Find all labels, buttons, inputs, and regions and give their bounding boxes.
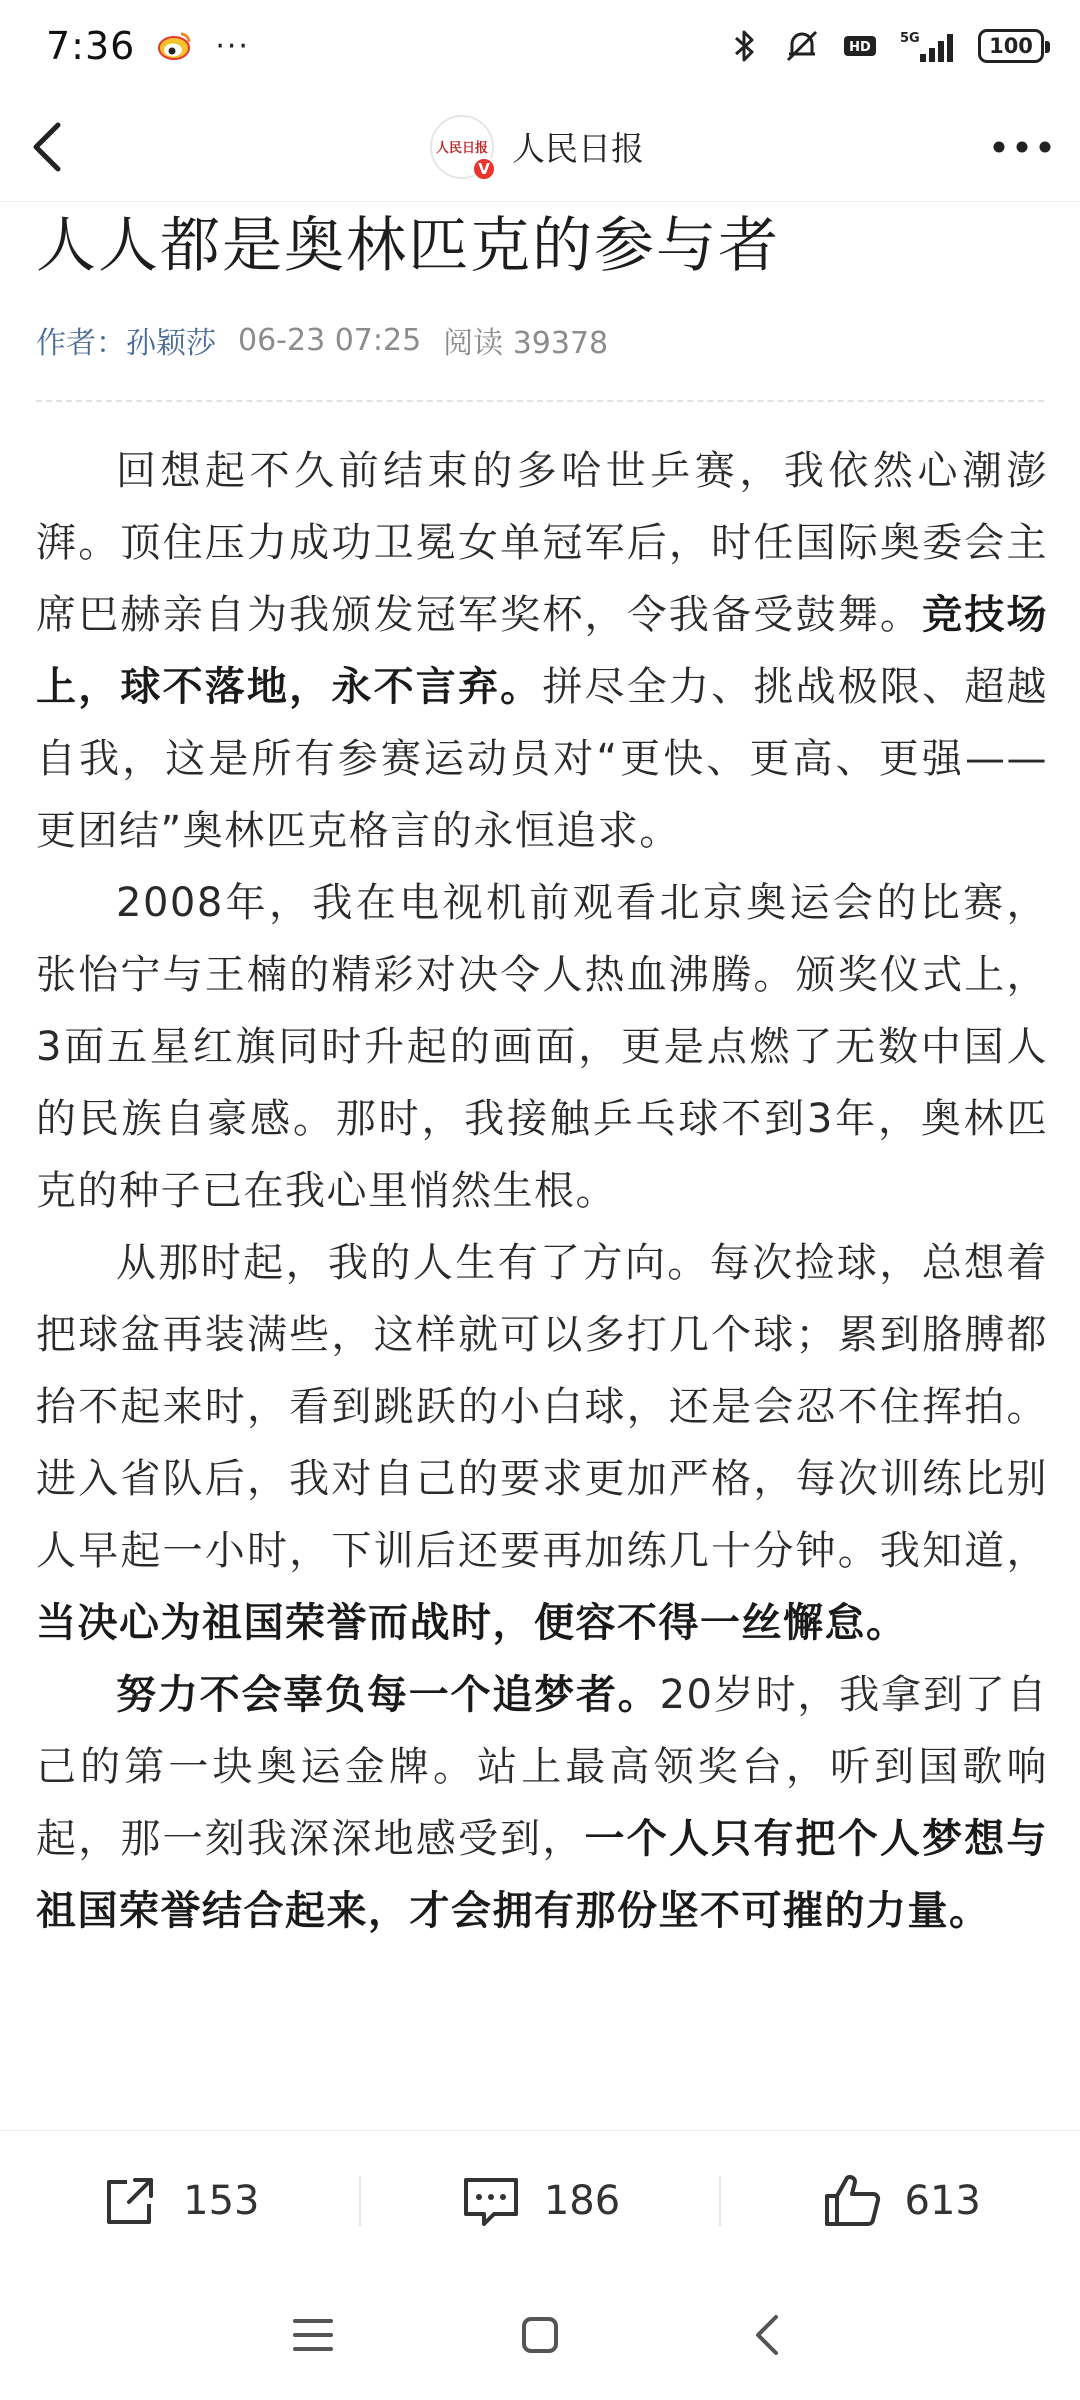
verified-badge: V xyxy=(472,157,496,181)
battery-indicator: 100 xyxy=(978,29,1044,63)
like-count: 613 xyxy=(904,2177,981,2224)
author-name[interactable]: 孙颖莎 xyxy=(126,326,216,361)
action-bar xyxy=(0,2130,1080,2270)
share-button[interactable] xyxy=(0,2171,359,2231)
author[interactable] xyxy=(36,318,216,362)
system-back-button[interactable] xyxy=(737,2305,797,2365)
account-header[interactable] xyxy=(430,115,644,179)
article-paragraph xyxy=(36,435,1048,867)
comment-button[interactable] xyxy=(361,2171,720,2231)
emphasis-text: 一个人只有把个人梦想与祖国荣誉结合起来，才会拥有那份坚不可摧的力量。 xyxy=(36,1816,1049,1934)
more-dots-icon xyxy=(992,140,1052,154)
paragraph-text: 从那时起，我的人生有了方向。每次捡球，总想着把球盆再装满些，这样就可以多打几个球；累到胳膊都抬不起来时，看到跳跃的小白球，还是会忍不住挥拍。进入省队后，我对自己的要求更加严格，每次训练比别人早起一小时，下训后还要再加练几十分钟。我知道， xyxy=(36,1240,1048,1574)
system-nav-bar xyxy=(0,2270,1080,2400)
author-label: 作者： xyxy=(36,326,126,361)
svg-text:HD: HD xyxy=(849,40,871,55)
emphasis-text: 努力不会辜负每一个追梦者。 xyxy=(116,1672,660,1718)
avatar-logo-text: 人民日报 xyxy=(435,141,488,156)
menu-icon xyxy=(291,2315,335,2355)
home-button[interactable] xyxy=(510,2305,570,2365)
more-button[interactable] xyxy=(992,127,1052,167)
paragraph-text: 2008年，我在电视机前观看北京奥运会的比赛，张怡宁与王楠的精彩对决令人热血沸腾。颁奖仪式上，3面五星红旗同时升起的画面，更是点燃了无数中国人的民族自豪感。那时，我接触乒乓球不到3年，奥林匹克的种子已在我心里悄然生根。 xyxy=(36,880,1048,1214)
home-square-icon xyxy=(520,2315,560,2355)
svg-text:5G: 5G xyxy=(900,31,920,46)
article-body xyxy=(36,435,1048,1947)
bluetooth-icon xyxy=(724,26,764,66)
article-paragraph xyxy=(36,1227,1048,1659)
like-button[interactable] xyxy=(721,2171,1080,2231)
account-name[interactable]: 人民日报 xyxy=(512,129,644,168)
nav-bar xyxy=(0,92,1080,202)
menu-button[interactable] xyxy=(283,2305,343,2365)
article-paragraph xyxy=(36,1659,1048,1947)
paragraph-text: 回想起不久前结束的多哈世乒赛，我依然心潮澎湃。顶住压力成功卫冕女单冠军后，时任国际奥委会主席巴赫亲自为我颁发冠军奖杯，令我备受鼓舞。 xyxy=(36,448,1048,638)
share-icon xyxy=(99,2170,161,2232)
thumbs-up-icon xyxy=(821,2170,883,2232)
paragraph-text: 拼尽全力、挑战极限、超越自我，这是所有参赛运动员对“更快、更高、更强——更团结”奥林匹克格言的永恒追求。 xyxy=(36,664,1049,854)
weibo-icon xyxy=(155,26,195,66)
status-time: 7:36 xyxy=(46,24,136,68)
avatar[interactable] xyxy=(430,115,494,179)
status-left xyxy=(46,24,250,68)
status-bar xyxy=(0,0,1080,92)
back-button[interactable] xyxy=(28,117,78,177)
emphasis-text: 竞技场上，球不落地，永不言弃。 xyxy=(36,592,1049,710)
status-right xyxy=(724,26,1044,66)
article-title: 人人都是奥林匹克的参与者 xyxy=(36,211,780,281)
signal-5g-icon xyxy=(898,26,960,66)
share-count: 153 xyxy=(183,2177,260,2224)
paragraph-text: 20岁时，我拿到了自己的第一块奥运金牌。站上最高领奖台，听到国歌响起，那一刻我深深地感受到， xyxy=(36,1672,1049,1862)
article-paragraph xyxy=(36,867,1048,1227)
mute-bell-icon xyxy=(782,26,822,66)
system-back-icon xyxy=(752,2313,782,2357)
comment-icon xyxy=(460,2170,522,2232)
meta-divider xyxy=(36,400,1044,402)
hd-icon xyxy=(840,26,880,66)
article-meta xyxy=(36,318,608,362)
status-more-dots: ··· xyxy=(215,28,250,64)
comment-count: 186 xyxy=(543,2177,621,2224)
emphasis-text: 当决心为祖国荣誉而战时，便容不得一丝懈怠。 xyxy=(36,1600,908,1646)
publish-datetime: 06-23 07:25 xyxy=(238,322,422,358)
back-arrow-icon xyxy=(28,119,68,175)
read-count: 阅读 39378 xyxy=(443,326,609,361)
